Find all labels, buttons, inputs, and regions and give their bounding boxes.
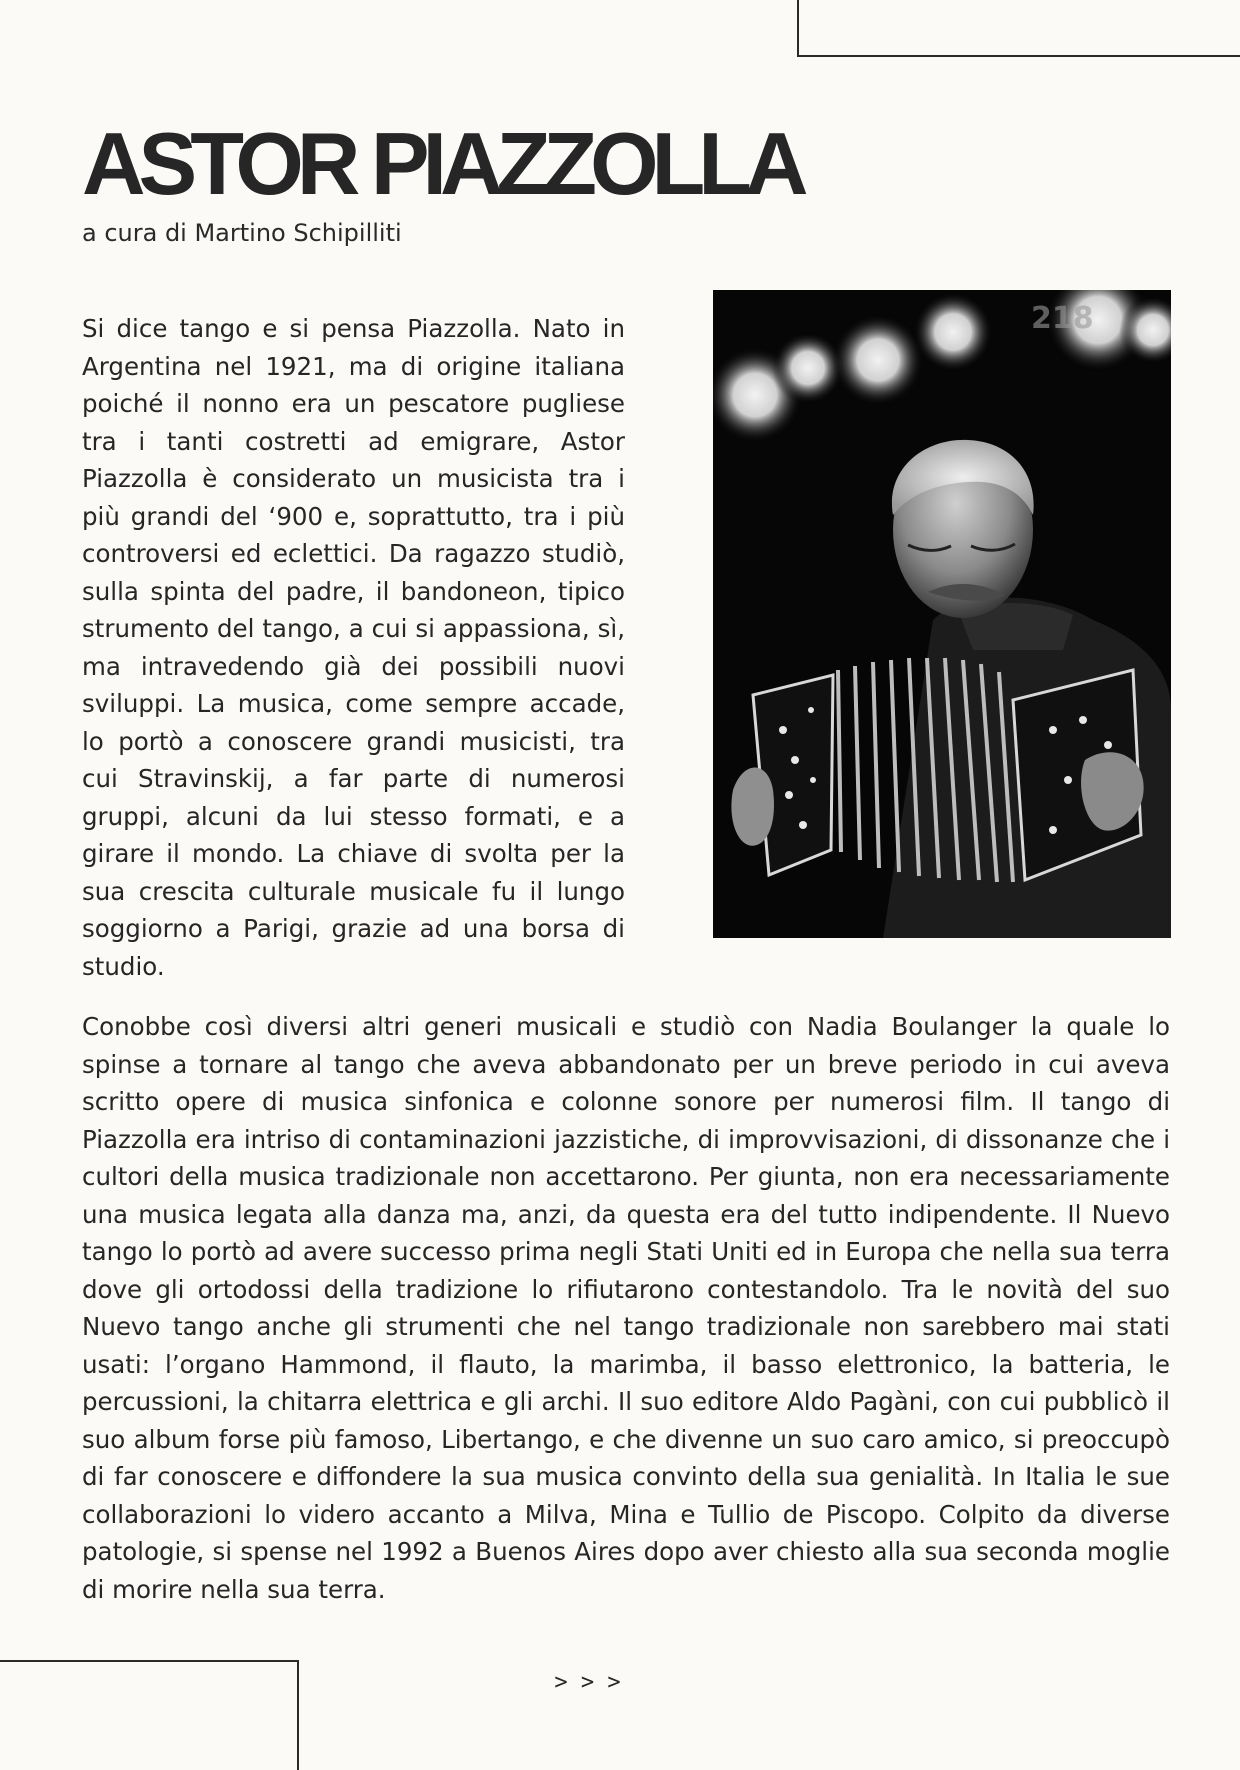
top-corner-frame	[797, 0, 1240, 57]
next-page-arrows[interactable]: > > >	[554, 1670, 621, 1695]
article-title: ASTOR PIAZZOLLA	[82, 114, 802, 213]
body-paragraph: Conobbe così diversi altri generi musicali e studiò con Nadia Boulanger la quale lo spinse a tornare al tango che aveva abbandonato per un breve periodo in cui aveva scritto opere di musica sinfonica e colonne sonore per numerosi film. Il tango di Piazzolla era intriso di contaminazioni jazzistiche, di improvvisazioni, di dissonanze che i cultori della musica tradizionale non accettarono. Per giunta, non era necessariamente una musica legata alla danza ma, anzi, da questa era del tutto indipendente. Il Nuevo tango lo portò ad avere successo prima negli Stati Uniti ed in Europa che nella sua terra dove gli ortodossi della tradizione lo rifiutarono contestandolo. Tra le novità del suo Nuevo tango anche gli strumenti che nel tango tradizionale non sarebbero mai stati usati: l’organo Hammond, il flauto, la marimba, il basso elettronico, la batteria, le percussioni, la chitarra elettrica e gli archi. Il suo editore Aldo Pagàni, con cui pubblicò il suo album forse più famoso, Libertango, e che divenne un suo caro amico, si preoccupò di far conoscere e diffondere la sua musica convinto della sua genialità. In Italia le sue collaborazioni lo videro accanto a Milva, Mina e Tullio de Piscopo. Colpito da diverse patologie, si spense nel 1992 a Buenos Aires dopo aver chiesto alla sua seconda moglie di morire nella sua terra.	[82, 1012, 1170, 1604]
stage-sign-text: 218	[1031, 301, 1094, 336]
article-byline: a cura di Martino Schipilliti	[82, 219, 402, 247]
bandoneon-player-photo	[713, 290, 1171, 938]
intro-paragraph: Si dice tango e si pensa Piazzolla. Nato in Argentina nel 1921, ma di origine italiana poiché il nonno era un pescatore pugliese tra i tanti costretti ad emigrare, Astor Piazzolla è considerato un musicista tra i più grandi del ‘900 e, soprattutto, tra i più controversi ed eclettici. Da ragazzo studiò, sulla spinta del padre, il bandoneon, tipico strumento del tango, a cui si appassiona, sì, ma intravedendo già dei possibili nuovi sviluppi. La musica, come sempre accade, lo portò a conoscere grandi musicisti, tra cui Stravinskij, a far parte di numerosi gruppi, alcuni da lui stesso formati, e a girare il mondo. La chiave di svolta per la sua crescita culturale musicale fu il lungo soggiorno a Parigi, grazie ad una borsa di studio.	[82, 314, 625, 981]
